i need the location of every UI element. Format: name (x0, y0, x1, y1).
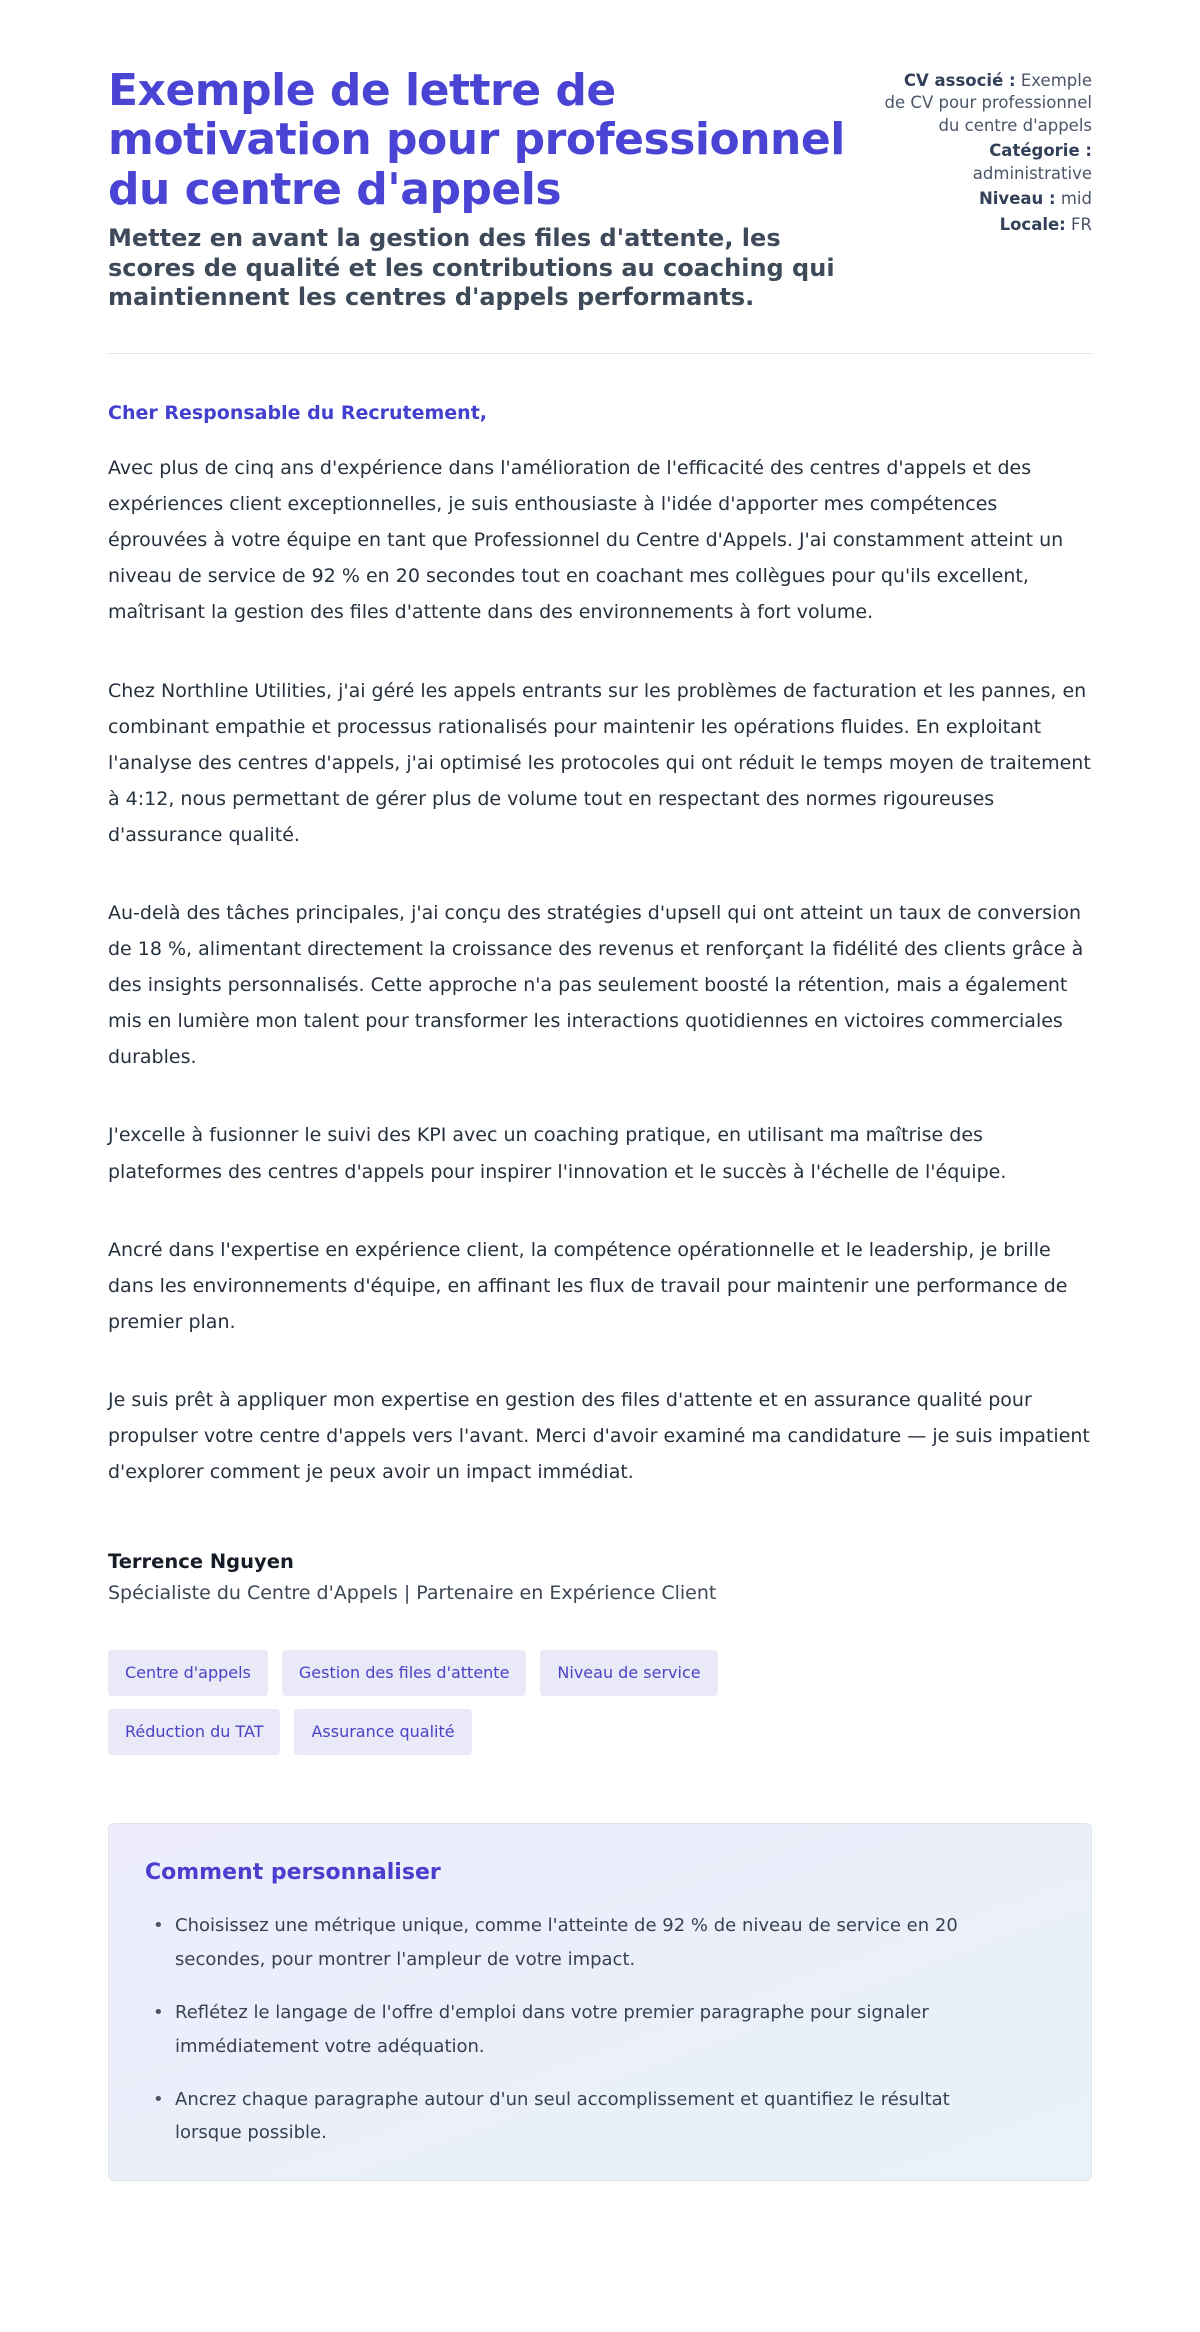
tip-item: • Ancrez chaque paragraphe autour d'un seul accomplissement et quantifiez le résultat lorsque possible. (151, 2083, 1001, 2151)
meta-associated-cv (882, 70, 1092, 137)
signature-role: Spécialiste du Centre d'Appels | Partenaire en Expérience Client (108, 1582, 717, 1605)
meta-category-label: Catégorie : (989, 141, 1092, 161)
meta-level-value: mid (1060, 189, 1092, 209)
header-divider (108, 353, 1092, 354)
tips-list (145, 1909, 1055, 2150)
meta-category (882, 140, 1092, 185)
letter-paragraph: Ancré dans l'expertise en expérience client, la compétence opérationnelle et le leadership, je brille dans les environnements d'équipe, en affinant les flux de travail pour maintenir une performance de premier plan. (108, 1238, 1068, 1333)
meta-category-value: administrative (972, 163, 1092, 183)
page-header (108, 66, 1092, 313)
customization-tips-box (108, 1823, 1092, 2181)
skill-tag[interactable]: Centre d'appels (108, 1650, 268, 1696)
letter-greeting: Cher Responsable du Recrutement, (108, 402, 487, 425)
page-title: Exemple de lettre de motivation pour professionnel du centre d'appels (108, 65, 845, 215)
header-title-block (108, 66, 868, 313)
meta-locale-label: Locale: (999, 214, 1066, 234)
signature-block (108, 1550, 1092, 1604)
tips-heading: Comment personnaliser (145, 1860, 441, 1886)
page (108, 0, 1092, 2251)
signature-name: Terrence Nguyen (108, 1550, 294, 1574)
tip-item: • Reflétez le langage de l'offre d'emploi dans votre premier paragraphe pour signaler immédiatement votre adéquation. (151, 1996, 1001, 2064)
letter-paragraph: Au-delà des tâches principales, j'ai conçu des stratégies d'upsell qui ont atteint un taux de conversion de 18 %, alimentant directement la croissance des revenus et renforçant la fidélité des clients grâce à des insights personnalisés. Cette approche n'a pas seulement boosté la rétention, mais a également mis en lumière mon talent pour transformer les interactions quotidiennes en victoires commerciales durables. (108, 901, 1084, 1069)
meta-associated-cv-label: CV associé : (903, 71, 1016, 90)
skill-tag[interactable]: Assurance qualité (294, 1709, 471, 1755)
page-subtitle: Mettez en avant la gestion des files d'attente, les scores de qualité et les contributions au coaching qui maintiennent les centres d'appels performants. (108, 223, 835, 312)
meta-panel (882, 66, 1092, 239)
letter-paragraph: Avec plus de cinq ans d'expérience dans l'amélioration de l'efficacité des centres d'appels et des expériences client exceptionnelles, je suis enthousiaste à l'idée d'apporter mes compétences éprouvées à votre équipe en tant que Professionnel du Centre d'Appels. J'ai constamment atteint un niveau de service de 92 % en 20 secondes tout en coachant mes collègues pour qu'ils excellent, maîtrisant la gestion des files d'attente dans des environnements à fort volume. (108, 457, 1064, 624)
meta-level-label: Niveau : (978, 189, 1056, 209)
skill-tag[interactable]: Gestion des files d'attente (282, 1650, 527, 1696)
letter-paragraph: J'excelle à fusionner le suivi des KPI avec un coaching pratique, en utilisant ma maîtrise des plateformes des centres d'appels pour inspirer l'innovation et le succès à l'échelle de l'équipe. (108, 1124, 1007, 1183)
meta-locale (882, 214, 1092, 236)
meta-locale-value: FR (1071, 214, 1092, 234)
skill-tag[interactable]: Niveau de service (540, 1650, 717, 1696)
tip-item: • Choisissez une métrique unique, comme l'atteinte de 92 % de niveau de service en 20 secondes, pour montrer l'ampleur de votre impact. (151, 1909, 1001, 1977)
meta-level (882, 188, 1092, 210)
skill-tag[interactable]: Réduction du TAT (108, 1709, 280, 1755)
meta-associated-cv-value: Exemple de CV pour professionnel du centre d'appels (884, 71, 1092, 135)
skill-tags (108, 1650, 808, 1755)
letter-paragraph: Je suis prêt à appliquer mon expertise en gestion des files d'attente et en assurance qualité pour propulser votre centre d'appels vers l'avant. Merci d'avoir examiné ma candidature — je suis impatient d'explorer comment je peux avoir un impact immédiat. (108, 1388, 1090, 1484)
letter-body (108, 402, 1092, 2181)
letter-paragraph: Chez Northline Utilities, j'ai géré les appels entrants sur les problèmes de facturation et les pannes, en combinant empathie et processus rationalisés pour maintenir les opérations fluides. En exploitant l'analyse des centres d'appels, j'ai optimisé les protocoles qui ont réduit le temps moyen de traitement à 4:12, nous permettant de gérer plus de volume tout en respectant des normes rigoureuses d'assurance qualité. (108, 679, 1091, 846)
